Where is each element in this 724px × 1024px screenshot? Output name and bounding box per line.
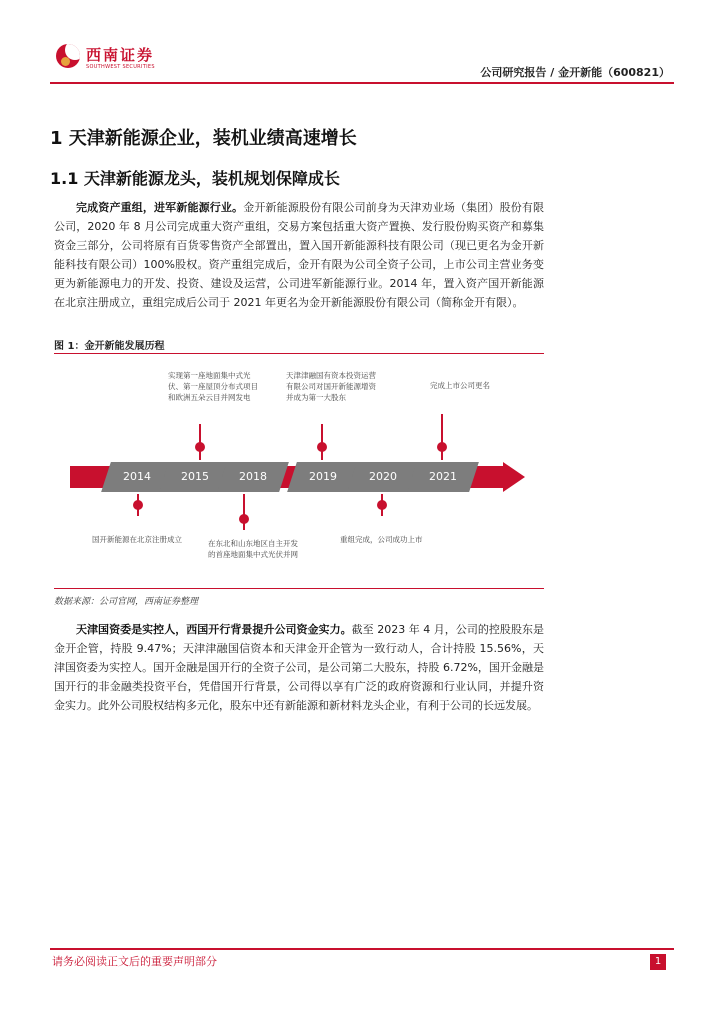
timeline-note-2015: 实现第一座地面集中式光伏、第一座屋顶分布式项目和欧洲五朵云目并网发电 (168, 371, 258, 402)
report-label: 公司研究报告 / 金开新能（600821） (480, 66, 670, 79)
paragraph-lead: 天津国资委是实控人，西国开行背景提升公司资金实力。 (76, 623, 352, 636)
timeline-stem (243, 494, 245, 530)
section-heading: 1 天津新能源企业，装机业绩高速增长 (50, 128, 357, 149)
timeline-year-2015: 2015 (159, 462, 231, 492)
figure-divider-bottom (54, 588, 544, 589)
paragraph-restructuring (54, 198, 544, 312)
timeline-stem (441, 414, 443, 460)
disclaimer-notice: 请务必阅读正文后的重要声明部分 (52, 955, 217, 968)
figure-caption: 图 1：金开新能发展历程 (54, 341, 165, 352)
timeline-dot (317, 442, 327, 452)
timeline-dot (239, 514, 249, 524)
timeline-note-2014: 国开新能源在北京注册成立 (92, 535, 182, 544)
timeline-arrow-head (503, 462, 525, 492)
figure-divider-top (54, 353, 544, 354)
timeline-dot (377, 500, 387, 510)
timeline-year-2019: 2019 (287, 462, 359, 492)
paragraph-lead: 完成资产重组，进军新能源行业。 (76, 201, 244, 214)
paragraph-body: 截至 2023 年 4 月，公司的控股股东是金开企管，持股 9.47%；天津津融国信资本和天津金开企管为一致行动人，合计持股 15.56%，天津国资委为实控人。国开金融是国开行的全资子公司，是公司第二大股东，持股 6.72%，国开金融是国开行的非金融类投资平台，凭借国开行背景，公司得以享有广泛的政府资源和行业认同，并提升资金实力。此外公司股权结构多元化，股东中还有新能源和新材料龙头企业，有利于公司的长远发展。 (54, 623, 544, 712)
paragraph-shareholders (54, 620, 544, 715)
subsection-heading: 1.1 天津新能源龙头，装机规划保障成长 (50, 169, 340, 188)
logo-subtext: SOUTHWEST SECURITIES (86, 64, 155, 70)
timeline-note-2020: 重组完成，公司成功上市 (340, 535, 423, 544)
logo-icon (56, 44, 80, 68)
figure-source: 数据来源：公司官网，西南证券整理 (54, 597, 199, 607)
timeline-dot (437, 442, 447, 452)
page-number: 1 (650, 954, 666, 970)
footer-divider (50, 948, 674, 950)
logo-text: 西南证券 (86, 46, 155, 64)
timeline-year-2020: 2020 (347, 462, 419, 492)
timeline-note-2021: 完成上市公司更名 (430, 381, 490, 390)
timeline-note-2018: 在东北和山东地区自主开发的首座地面集中式光伏并网 (208, 539, 298, 559)
timeline-dot (195, 442, 205, 452)
timeline-dot (133, 500, 143, 510)
header-divider (50, 82, 674, 84)
timeline-year-2014: 2014 (101, 462, 173, 492)
timeline-note-2019: 天津津融国有资本投资运营有限公司对国开新能源增资并成为第一大股东 (286, 371, 376, 402)
paragraph-body: 金开新能源股份有限公司前身为天津劝业场（集团）股份有限公司，2020 年 8 月公司完成重大资产重组，交易方案包括重大资产置换、发行股份购买资产和募集资金三部分，公司将原有百货零售资产全部置出，置入国开新能源科技有限公司（现已更名为金开新能科技有限公司）100%股权。资产重组完成后，金开有限为公司全资子公司，上市公司主营业务变更为新能源电力的开发、投资、建设及运营，公司进军新能源行业。2014 年，置入资产国开新能源在北京注册成立，重组完成后公司于 2021 年更名为金开新能源股份有限公司（简称金开有限）。 (54, 201, 545, 309)
timeline-year-2021: 2021 (407, 462, 479, 492)
timeline-year-2018: 2018 (217, 462, 289, 492)
